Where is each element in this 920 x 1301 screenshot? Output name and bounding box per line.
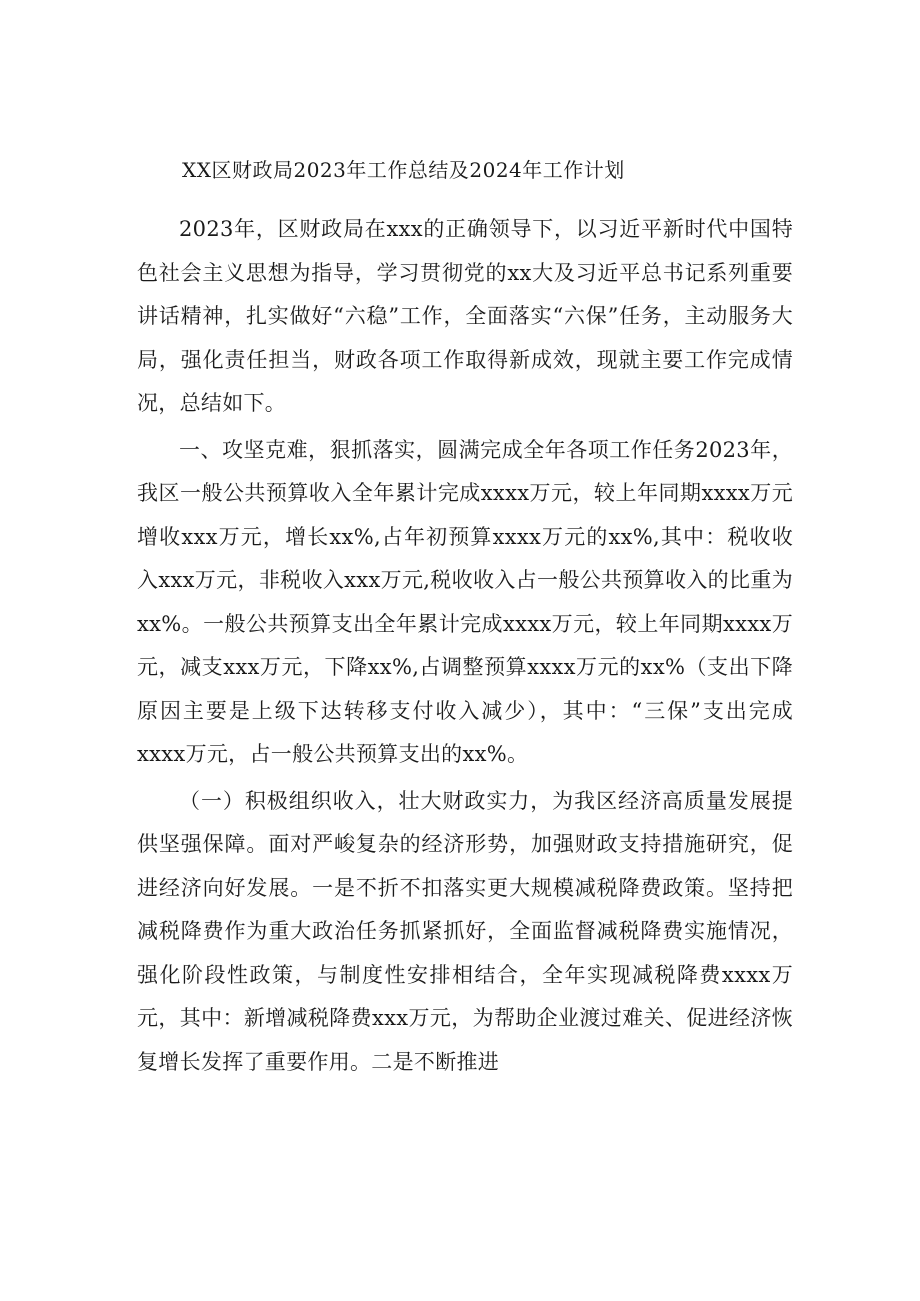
paragraph-intro: 2023年，区财政局在xxx的正确领导下，以习近平新时代中国特色社会主义思想为指导，学习贯彻党的xx大及习近平总书记系列重要讲话精神，扎实做好“六稳”工作，全面落实“六保”任务，主动服务大局，强化责任担当，财政各项工作取得新成效，现就主要工作完成情况，总结如下。 (137, 217, 793, 415)
paragraph-subsection-one: （一）积极组织收入，壮大财政实力，为我区经济高质量发展提供坚强保障。面对严峻复杂的经济形势，加强财政支持措施研究，促进经济向好发展。一是不折不扣落实更大规模减税降费政策。坚持把减税降费作为重大政治任务抓紧抓好，全面监督减税降费实施情况，强化阶段性政策，与制度性安排相结合，全年实现减税降费xxxx万元，其中：新增减税降费xxx万元，为帮助企业渡过难关、促进经济恢复增长发挥了重要作用。二是不断推进 (137, 788, 793, 1074)
document-title: XX区财政局2023年工作总结及2024年工作计划 (182, 158, 625, 182)
paragraph-section-one: 一、攻坚克难，狠抓落实，圆满完成全年各项工作任务2023年，我区一般公共预算收入全年累计完成xxxx万元，较上年同期xxxx万元增收xxx万元，增长xx%,占年初预算xxxx万元的xx%,其中：税收收入xxx万元，非税收入xxx万元,税收收入占一般公共预算收入的比重为xx%。一般公共预算支出全年累计完成xxxx万元，较上年同期xxxx万元，减支xxx万元，下降xx%,占调整预算xxxx万元的xx%（支出下降原因主要是上级下达转移支付收入减少），其中：“三保”支出完成xxxx万元，占一般公共预算支出的xx%。 (137, 437, 793, 766)
document-body (137, 208, 793, 1087)
